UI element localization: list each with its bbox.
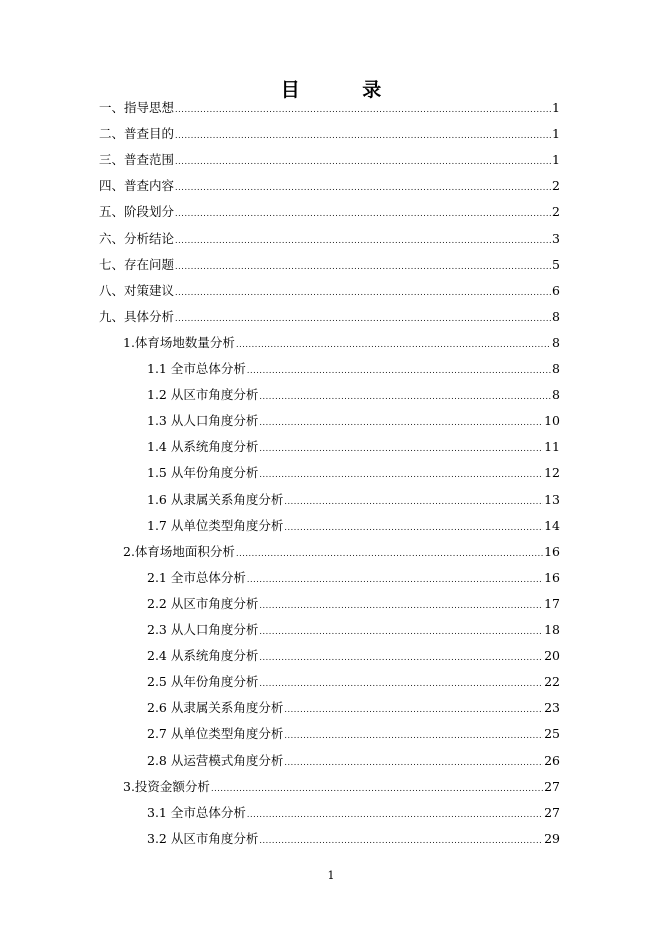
toc-entry-page-number: 8: [552, 361, 560, 376]
toc-entry-label: 2.5 从年份角度分析: [147, 674, 259, 690]
toc-entry-page-number: 20: [544, 648, 560, 664]
toc-entry-page-number: 3: [552, 230, 560, 246]
toc-dot-leader: [284, 700, 543, 720]
toc-entry[interactable]: [99, 281, 560, 301]
toc-entry-label: 1.5 从年份角度分析: [147, 465, 259, 481]
toc-dot-leader: [259, 439, 543, 459]
toc-entry-label: 2.体育场地面积分析: [123, 543, 235, 559]
toc-dot-leader: [259, 465, 543, 485]
toc-dot-leader: [284, 726, 543, 746]
toc-entry-label: 七、存在问题: [99, 256, 175, 272]
toc-entry[interactable]: [147, 672, 560, 692]
toc-dot-leader: [259, 413, 543, 433]
toc-entry[interactable]: [99, 307, 560, 327]
toc-entry-page-number: 8: [552, 308, 560, 324]
toc-entry[interactable]: [147, 516, 560, 536]
toc-entry-label: 三、普查范围: [99, 152, 175, 168]
toc-dot-leader: [259, 831, 543, 851]
toc-entry-page-number: 29: [544, 830, 560, 846]
toc-entry-label: 1.3 从人口角度分析: [147, 413, 259, 429]
toc-entry[interactable]: [99, 98, 560, 118]
toc-entry-page-number: 1: [552, 152, 560, 168]
toc-entry-page-number: 16: [544, 569, 560, 585]
toc-entry[interactable]: [147, 646, 560, 666]
toc-entry-label: 八、对策建议: [99, 282, 175, 298]
toc-entry-page-number: 5: [552, 256, 560, 272]
toc-entry-label: 六、分析结论: [99, 230, 175, 246]
toc-entry-label: 2.4 从系统角度分析: [147, 648, 259, 664]
toc-entry-page-number: 6: [552, 282, 560, 298]
toc-dot-leader: [247, 361, 551, 381]
toc-entry-page-number: 1: [552, 100, 560, 115]
toc-entry-label: 3.投资金额分析: [123, 778, 210, 794]
toc-dot-leader: [175, 152, 551, 172]
toc-entry-page-number: 2: [552, 178, 560, 194]
toc-entry-page-number: 2: [552, 204, 560, 220]
toc-entry-label: 3.2 从区市角度分析: [147, 830, 259, 846]
toc-entry[interactable]: [147, 724, 560, 744]
page-number: 1: [327, 869, 335, 882]
toc-entry[interactable]: [147, 385, 560, 405]
toc-dot-leader: [175, 309, 551, 329]
toc-entry-page-number: 27: [544, 804, 560, 820]
toc-entry-page-number: 23: [544, 700, 560, 716]
toc-entry-page-number: 8: [552, 387, 560, 403]
toc-dot-leader: [175, 178, 551, 198]
toc-entry-label: 2.3 从人口角度分析: [147, 622, 259, 637]
toc-entry[interactable]: [147, 490, 560, 510]
toc-dot-leader: [259, 674, 543, 694]
toc-dot-leader: [175, 257, 551, 277]
toc-entry[interactable]: [147, 568, 560, 588]
toc-dot-leader: [211, 779, 543, 799]
toc-entry[interactable]: [147, 359, 560, 379]
toc-entry-label: 3.1 全市总体分析: [147, 804, 246, 820]
toc-entry-label: 1.体育场地数量分析: [123, 334, 235, 350]
toc-entry-page-number: 1: [552, 126, 560, 142]
toc-dot-leader: [247, 805, 543, 825]
toc-entry-label: 1.6 从隶属关系角度分析: [147, 491, 284, 507]
toc-entry-label: 1.2 从区市角度分析: [147, 387, 259, 403]
toc-dot-leader: [175, 283, 551, 303]
toc-dot-leader: [259, 596, 543, 616]
toc-dot-leader: [259, 622, 543, 642]
toc-entry-page-number: 18: [544, 622, 560, 637]
toc-entry-label: 四、普查内容: [99, 178, 175, 194]
toc-entry[interactable]: [99, 176, 560, 196]
toc-entry-label: 2.6 从隶属关系角度分析: [147, 700, 284, 716]
toc-entry[interactable]: [99, 202, 560, 222]
toc-dot-leader: [175, 231, 551, 251]
toc-entry-label: 1.7 从单位类型角度分析: [147, 517, 284, 533]
toc-entry-page-number: 17: [544, 595, 560, 611]
toc-entry-label: 2.7 从单位类型角度分析: [147, 726, 284, 742]
toc-entry[interactable]: [123, 542, 560, 562]
toc-entry-label: 1.4 从系统角度分析: [147, 439, 259, 455]
toc-entry-label: 2.1 全市总体分析: [147, 569, 246, 585]
toc-dot-leader: [175, 100, 551, 120]
toc-entry-label: 五、阶段划分: [99, 204, 175, 220]
toc-entry[interactable]: [99, 124, 560, 144]
toc-dot-leader: [284, 518, 543, 538]
toc-entry[interactable]: [123, 333, 560, 353]
toc-entry-label: 二、普查目的: [99, 126, 175, 142]
toc-entry-page-number: 10: [544, 413, 560, 429]
toc-entry-page-number: 14: [544, 517, 560, 533]
toc-dot-leader: [175, 126, 551, 146]
toc-dot-leader: [236, 544, 543, 564]
toc-entry-label: 九、具体分析: [99, 308, 175, 324]
toc-dot-leader: [284, 753, 543, 773]
toc-entry[interactable]: [147, 698, 560, 718]
toc-entry-page-number: 11: [544, 439, 560, 455]
toc-dot-leader: [259, 387, 551, 407]
toc-entry[interactable]: [147, 594, 560, 614]
toc-entry[interactable]: [147, 437, 560, 457]
toc-entry[interactable]: [123, 777, 560, 797]
toc-entry-page-number: 26: [544, 752, 560, 768]
toc-entry[interactable]: [147, 829, 560, 849]
toc-entry-page-number: 13: [544, 491, 560, 507]
toc-entry-page-number: 22: [544, 674, 560, 690]
toc-entry-label: 一、指导思想: [99, 100, 175, 115]
toc-entry-label: 2.8 从运营模式角度分析: [147, 752, 284, 768]
toc-entry[interactable]: [147, 411, 560, 431]
toc-entry[interactable]: [99, 229, 560, 249]
toc-entry[interactable]: [99, 150, 560, 170]
toc-entry-page-number: 16: [544, 543, 560, 559]
toc-entry[interactable]: [147, 751, 560, 771]
page-title: 目 录: [280, 79, 410, 101]
toc-dot-leader: [175, 204, 551, 224]
toc-entry[interactable]: [99, 255, 560, 275]
toc-dot-leader: [259, 648, 543, 668]
toc-entry-page-number: 12: [544, 465, 560, 481]
toc-entry-label: 1.1 全市总体分析: [147, 361, 246, 376]
toc-entry-page-number: 8: [552, 334, 560, 350]
toc-entry[interactable]: [147, 463, 560, 483]
toc-entry[interactable]: [147, 620, 560, 640]
toc-dot-leader: [247, 570, 543, 590]
toc-dot-leader: [284, 492, 543, 512]
toc-entry-label: 2.2 从区市角度分析: [147, 595, 259, 611]
toc-entry-page-number: 25: [544, 726, 560, 742]
toc-entry[interactable]: [147, 803, 560, 823]
toc-dot-leader: [236, 335, 551, 355]
toc-entry-page-number: 27: [544, 778, 560, 794]
